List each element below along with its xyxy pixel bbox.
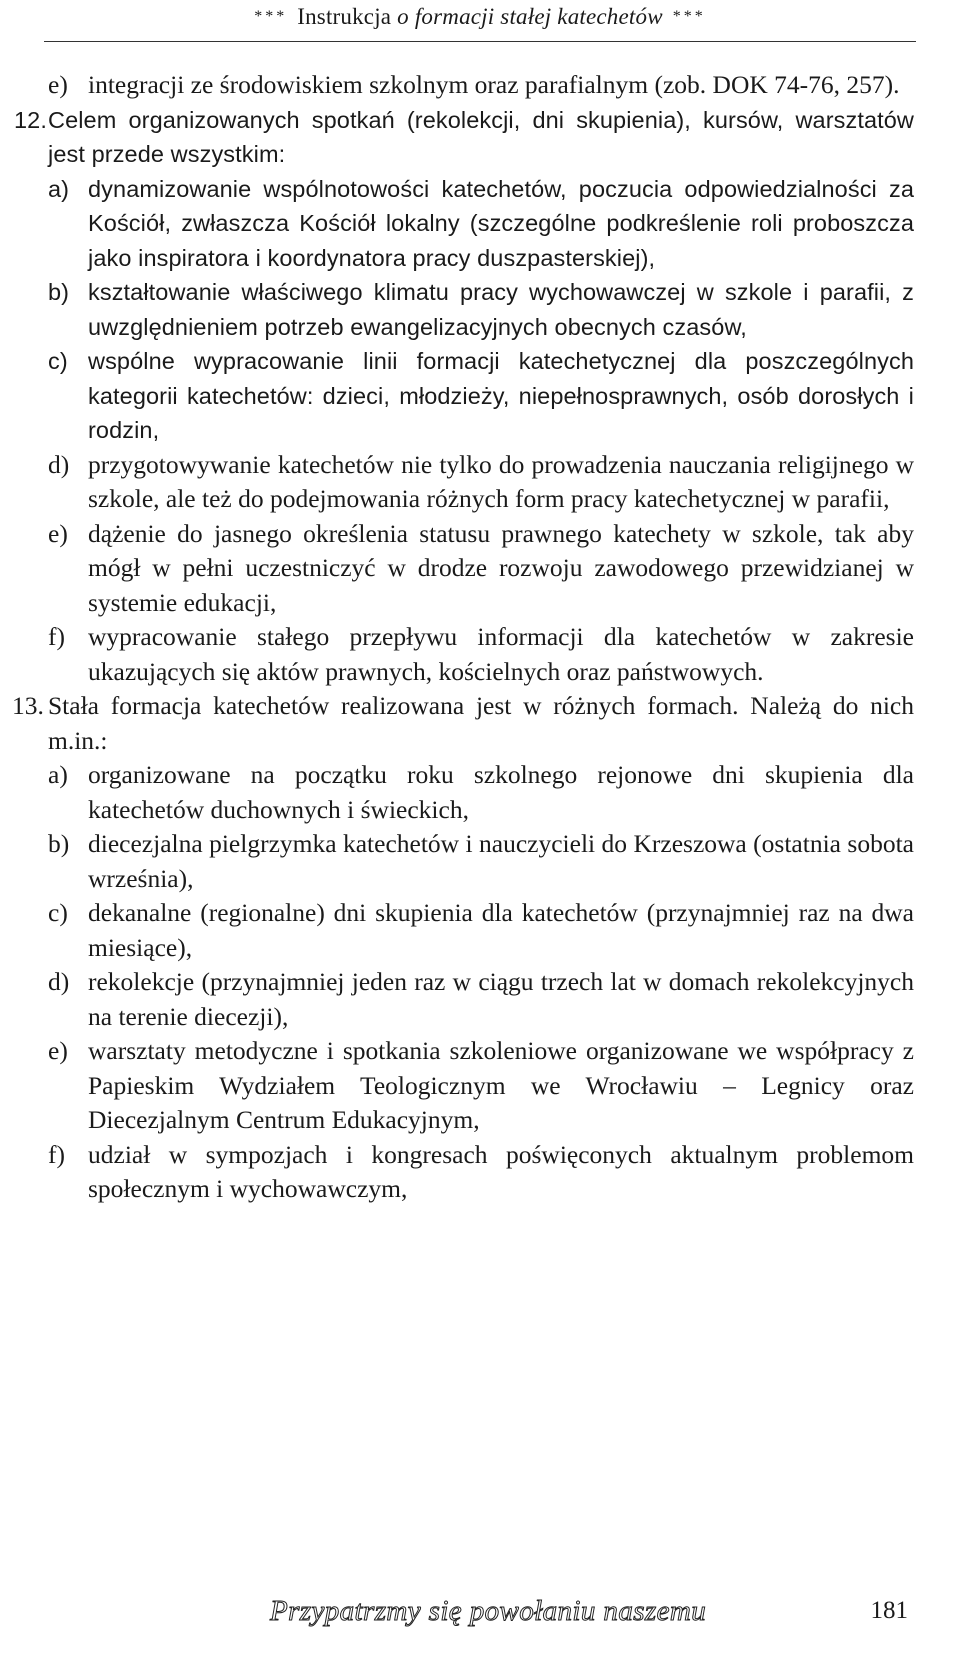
list-item-label: f) bbox=[48, 1139, 65, 1169]
ornament-stars-left: *** bbox=[254, 8, 288, 25]
list-item-label: c) bbox=[48, 898, 68, 927]
list-item-label: e) bbox=[48, 518, 68, 548]
footer-title: Przypatrzmy się powołaniu naszemu bbox=[270, 1595, 707, 1627]
list-item-text: udział w sympozjach i kongresach poświęconych aktualnym problemom społecznym i wychowawczym, bbox=[88, 1139, 914, 1203]
list-item bbox=[48, 896, 914, 965]
list-item bbox=[48, 620, 914, 689]
section-number: 13. bbox=[12, 691, 44, 720]
list-item bbox=[48, 758, 914, 827]
running-footer bbox=[0, 1595, 960, 1645]
section-intro-text: Stała formacja katechetów realizowana jest w różnych formach. Należą do nich m.in.: bbox=[48, 691, 914, 755]
list-item-label: d) bbox=[48, 449, 70, 479]
list-item-text: kształtowanie właściwego klimatu pracy wychowawczej w szkole i parafii, z uwzględnieniem potrzeb ewangelizacyjnych obecnych czasów, bbox=[88, 279, 914, 340]
list-item-label: f) bbox=[48, 622, 65, 651]
list-item-text: organizowane na początku roku szkolnego rejonowe dni skupienia dla katechetów duchownych i świeckich, bbox=[88, 760, 914, 824]
section-12-intro bbox=[14, 103, 914, 172]
list-item-text: warsztaty metodyczne i spotkania szkoleniowe organizowane we współpracy z Papieskim Wydziałem Teologicznym we Wrocławiu – Legnicy oraz Diecezjalnym Centrum Edukacyjnym, bbox=[88, 1036, 914, 1134]
list-item bbox=[48, 275, 914, 344]
list-item-text: diecezjalna pielgrzymka katechetów i nauczycieli do Krzeszowa (ostatnia sobota września), bbox=[88, 829, 914, 893]
list-item bbox=[48, 965, 914, 1034]
list-item bbox=[48, 68, 914, 103]
list-item-label: a) bbox=[48, 760, 68, 789]
ornament-stars-right: *** bbox=[672, 8, 706, 25]
list-item-text: wspólne wypracowanie linii formacji katechetycznej dla poszczególnych kategorii katechetów: dzieci, młodzieży, niepełnosprawnych, osób dorosłych i rodzin, bbox=[88, 348, 914, 443]
running-header bbox=[0, 0, 960, 60]
page-number: 181 bbox=[870, 1597, 908, 1624]
section-intro-text: Celem organizowanych spotkań (rekolekcji, dni skupienia), kursów, warsztatów jest przede wszystkim: bbox=[48, 106, 914, 167]
list-item-text: dekanalne (regionalne) dni skupienia dla katechetów (przynajmniej raz na dwa miesiące), bbox=[88, 898, 914, 962]
header-title bbox=[0, 4, 960, 30]
header-title-prefix: Instrukcja bbox=[297, 4, 398, 29]
list-item-label: b) bbox=[48, 279, 70, 305]
list-item-label: b) bbox=[48, 829, 70, 858]
list-item-text: dążenie do jasnego określenia statusu prawnego katechety w szkole, tak aby mógł w pełni uczestniczyć w drodze rozwoju zawodowego przewidzianej w systemie edukacji, bbox=[88, 518, 914, 617]
page-body bbox=[12, 68, 914, 1207]
list-item-text: dynamizowanie wspólnotowości katechetów, poczucia odpowiedzialności za Kościół, zwłaszcza Kościół lokalny (szczególne podkreślenie roli proboszcza jako inspiratora i koordynatora pracy duszpasterskiej), bbox=[88, 175, 914, 271]
header-title-italic: o formacji stałej katechetów bbox=[397, 4, 663, 29]
list-item-text: rekolekcje (przynajmniej jeden raz w ciągu trzech lat w domach rekolekcyjnych na terenie diecezji), bbox=[88, 967, 914, 1031]
section-13-intro bbox=[12, 689, 914, 758]
list-item-label: a) bbox=[48, 175, 70, 202]
list-item bbox=[48, 517, 914, 621]
list-item-label: d) bbox=[48, 967, 70, 996]
list-item-text: przygotowywanie katechetów nie tylko do prowadzenia nauczania religijnego w szkole, ale też do podejmowania różnych form pracy katechetycznej w parafii, bbox=[88, 449, 914, 513]
header-rule bbox=[44, 41, 916, 42]
list-item bbox=[48, 827, 914, 896]
list-item bbox=[48, 1138, 914, 1207]
section-number: 12. bbox=[14, 106, 47, 133]
list-item-label: e) bbox=[48, 1036, 68, 1065]
list-item-label: e) bbox=[48, 70, 68, 99]
list-item-text: wypracowanie stałego przepływu informacji dla katechetów w zakresie ukazujących się aktów prawnych, kościelnych oraz państwowych. bbox=[88, 622, 914, 686]
list-item bbox=[48, 172, 914, 276]
list-item bbox=[48, 1034, 914, 1138]
list-item bbox=[48, 344, 914, 448]
list-item-label: c) bbox=[48, 348, 68, 374]
list-item-text: integracji ze środowiskiem szkolnym oraz parafialnym (zob. DOK 74-76, 257). bbox=[88, 70, 900, 99]
list-item bbox=[48, 448, 914, 517]
